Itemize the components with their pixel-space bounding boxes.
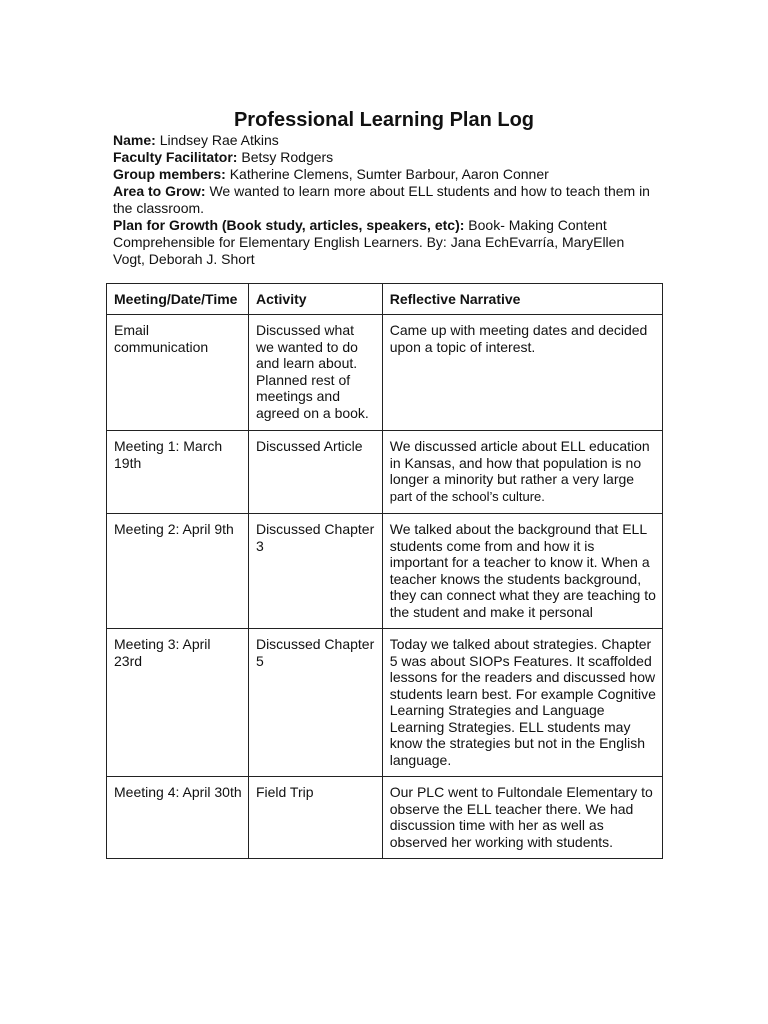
group-line: [113, 166, 658, 183]
info-block: [113, 132, 658, 268]
narrative-cell: Came up with meeting dates and decided upon a topic of interest.: [382, 315, 662, 431]
facilitator-value: Betsy Rodgers: [241, 149, 334, 165]
plan-value: Book- Making Content Comprehensible for Elementary English Learners. By: Jana EchEvarría, MaryEllen Vogt, Deborah J. Short: [113, 217, 625, 267]
meeting-cell: Meeting 1: March 19th: [107, 431, 249, 514]
narrative-cell: Today we talked about strategies. Chapter 5 was about SIOPs Features. It scaffolded lessons for the readers and discussed how students learn best. For example Cognitive Learning Strategies and Language Learning Strategies. ELL students may know the strategies but not in the English language.: [382, 629, 662, 777]
meeting-cell: Email communication: [107, 315, 249, 431]
table-row: [107, 777, 663, 859]
group-label: Group members:: [113, 166, 226, 182]
meeting-cell: Meeting 3: April 23rd: [107, 629, 249, 777]
name-value: Lindsey Rae Atkins: [159, 132, 279, 148]
header-meeting: Meeting/Date/Time: [107, 284, 249, 315]
activity-cell: Field Trip: [248, 777, 382, 859]
facilitator-label: Faculty Facilitator:: [113, 149, 238, 165]
narrative-cell: We talked about the background that ELL students come from and how it is important for a teacher to know it. When a teacher knows the students background, they can connect what they are teaching to the student and make it personal: [382, 514, 662, 629]
plan-label: Plan for Growth (Book study, articles, speakers, etc):: [113, 217, 465, 233]
table-row: [107, 514, 663, 629]
document-title: Professional Learning Plan Log: [233, 109, 535, 131]
table-header-row: [107, 284, 663, 315]
meeting-cell: Meeting 4: April 30th: [107, 777, 249, 859]
name-label: Name:: [113, 132, 156, 148]
table-row: [107, 629, 663, 777]
activity-cell: Discussed Chapter 3: [248, 514, 382, 629]
group-value: Katherine Clemens, Sumter Barbour, Aaron Conner: [229, 166, 549, 182]
activity-cell: Discussed what we wanted to do and learn about. Planned rest of meetings and agreed on a book.: [248, 315, 382, 431]
area-line: [113, 183, 658, 217]
log-table: [106, 283, 663, 859]
narrative-tail: part of the school’s culture.: [389, 488, 545, 504]
table-row: [107, 431, 663, 514]
header-narrative: Reflective Narrative: [382, 284, 662, 315]
activity-cell: Discussed Chapter 5: [248, 629, 382, 777]
activity-cell: Discussed Article: [248, 431, 382, 514]
narrative-cell: [382, 431, 662, 514]
facilitator-line: [113, 149, 658, 166]
name-line: [113, 132, 658, 149]
meeting-cell: Meeting 2: April 9th: [107, 514, 249, 629]
narrative-text: We discussed article about ELL education in Kansas, and how that population is no longer a minority but rather a very large: [389, 438, 650, 487]
header-activity: Activity: [248, 284, 382, 315]
table-row: [107, 315, 663, 431]
area-label: Area to Grow:: [113, 183, 206, 199]
area-value: We wanted to learn more about ELL students and how to teach them in the classroom.: [113, 183, 650, 216]
narrative-cell: Our PLC went to Fultondale Elementary to observe the ELL teacher there. We had discussion time with her as well as observed her working with students.: [382, 777, 662, 859]
plan-line: [113, 217, 658, 268]
